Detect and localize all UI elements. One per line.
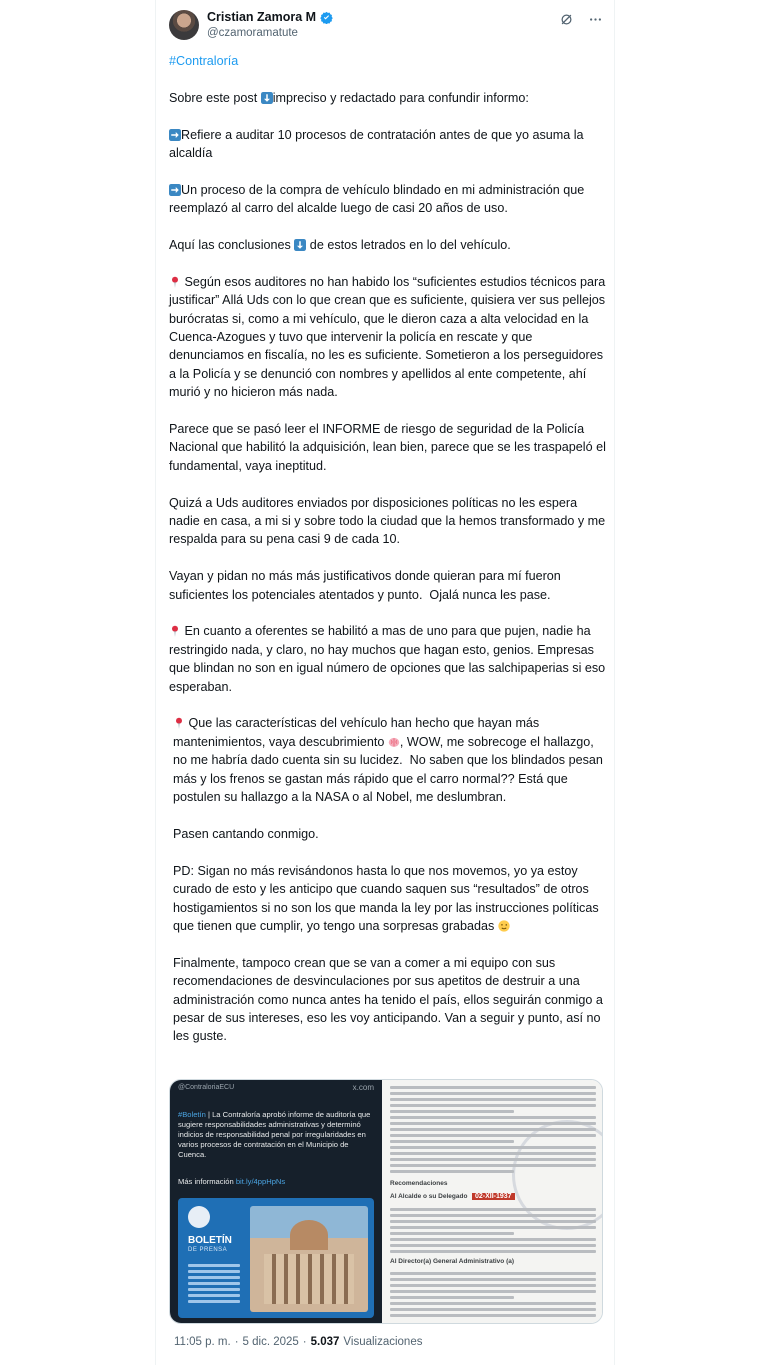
right-arrow-icon [169, 128, 181, 142]
document-text-line [390, 1208, 596, 1211]
document-text-line [390, 1116, 596, 1119]
building-photo [250, 1206, 368, 1312]
tweet-paragraph [169, 567, 609, 604]
paragraph-text: Parece que se pasó leer el INFORME de riesgo de seguridad de la Policía Nacional que habilitó la adquisición, lean bien, parece que se les traspapeló el fundamental, vaya ineptitud. [169, 422, 610, 473]
image-more-label: Más información [178, 1177, 236, 1186]
image-post-text [178, 1110, 374, 1160]
right-arrow-icon [169, 183, 181, 197]
document-text-line [390, 1296, 514, 1299]
document-text-line [390, 1238, 596, 1241]
paragraph-text: Sobre este post [169, 90, 261, 105]
image-more-link: bit.ly/4ppHpNs [235, 1177, 286, 1186]
tweet-paragraphs [169, 89, 609, 1046]
building-dome [290, 1220, 328, 1250]
tweet-time[interactable]: 11:05 p. m. [174, 1336, 231, 1348]
name-row [207, 10, 333, 24]
document-text-line [390, 1272, 596, 1275]
document-heading-mayor: Al Alcalde o su Delegado [390, 1193, 468, 1200]
paragraph-text: Refiere a auditar 10 procesos de contratación antes de que yo asuma la alcaldía [169, 127, 588, 160]
tweet-paragraph [169, 494, 609, 549]
press-card-title: BOLETÍN [188, 1235, 232, 1246]
document-text-line [390, 1232, 514, 1235]
document-text-line [390, 1170, 514, 1173]
tweet-header [169, 8, 603, 44]
user-handle[interactable]: @czamoramatute [207, 27, 298, 39]
document-heading-director: Al Director(a) General Administrativo (a) [390, 1258, 515, 1265]
paragraph-text: Aquí las conclusiones [169, 238, 295, 252]
display-name[interactable]: Cristian Zamora M [207, 10, 317, 24]
document-text-line [390, 1122, 596, 1125]
tweet-paragraph [169, 420, 609, 475]
document-text-line [390, 1214, 596, 1217]
document-text-line [390, 1284, 596, 1287]
document-text-line [390, 1152, 596, 1155]
tweet-paragraph [169, 236, 609, 254]
tweet-paragraph [169, 622, 609, 696]
grok-icon[interactable] [559, 12, 574, 27]
document-text-lines-top [390, 1086, 596, 1176]
document-text-lines-mid [390, 1208, 596, 1256]
tweet-paragraph [169, 273, 609, 402]
press-card [178, 1198, 374, 1318]
header-actions [559, 12, 603, 27]
tweet-frame [155, 0, 615, 1365]
views-count[interactable]: 5.037 [310, 1336, 340, 1348]
paragraph-text-continued: impreciso y redactado para confundir informo: [272, 90, 529, 105]
document-text-line [390, 1158, 596, 1161]
attached-image[interactable] [169, 1079, 603, 1324]
document-heading-recommendations: Recomendaciones [390, 1180, 448, 1187]
document-text-line [390, 1128, 596, 1131]
paragraph-text: Finalmente, tampoco crean que se van a comer a mi equipo con sus recomendaciones de desvinculaciones por sus apetitos de destruir a una administración como nunca antes ha tenido el país, ellos seguirán conmigo a pesar de sus intereses, eso les voy anticipando. Van a seguir y punto, así no les guste. [173, 955, 607, 1044]
document-text-line [390, 1146, 596, 1149]
brain-icon [388, 735, 400, 749]
verified-badge-icon [320, 11, 333, 24]
tweet-paragraph [169, 954, 609, 1046]
pin-icon [169, 624, 181, 638]
document-text-line [390, 1244, 596, 1247]
document-text-line [390, 1086, 596, 1089]
document-text-line [390, 1134, 596, 1137]
document-text-line [390, 1278, 596, 1281]
paragraph-text: Vayan y pidan no más más justificativos donde quieran para mí fueron suficientes los potenciales atentados y punto. Ojalá nunca les pase. [169, 569, 565, 602]
tweet-paragraph [169, 126, 609, 163]
image-source-domain: x.com [352, 1083, 374, 1092]
document-text-line [390, 1308, 596, 1311]
avatar[interactable] [169, 10, 199, 40]
press-card-subtitle: DE PRENSA [188, 1247, 228, 1253]
document-text-line [390, 1110, 514, 1113]
document-text-line [390, 1290, 596, 1293]
wink-icon [498, 919, 510, 933]
more-options-icon[interactable] [588, 12, 603, 27]
tweet-paragraph [169, 89, 609, 107]
meta-separator: · [302, 1336, 307, 1348]
paragraph-text-continued: de estos letrados en lo del vehículo. [306, 238, 511, 252]
image-right-document [382, 1080, 602, 1323]
paragraph-text: En cuanto a oferentes se habilitó a mas de uno para que pujen, nadie ha restringido nada, y claro, no hay muchos que hagan esto, genios. Empresas que blindan no son en igual número de opciones que las salchipaperias si eso esperaban. [169, 624, 609, 694]
down-arrow-icon [294, 238, 306, 252]
paragraph-text: Que las características del vehículo han hecho que hayan más mantenimientos, vaya descubrimiento [173, 716, 543, 749]
pin-icon [169, 275, 181, 289]
building-columns [264, 1254, 354, 1304]
image-source-handle: @ContraloriaECU [178, 1084, 235, 1091]
down-arrow-icon [261, 91, 273, 105]
hashtag-link[interactable]: #Contraloría [169, 54, 239, 68]
document-text-line [390, 1104, 596, 1107]
views-label[interactable]: Visualizaciones [343, 1336, 423, 1348]
document-text-line [390, 1092, 596, 1095]
press-card-text-lines [188, 1264, 240, 1306]
document-text-line [390, 1164, 596, 1167]
document-text-line [390, 1220, 596, 1223]
image-tag: #Boletín [178, 1110, 206, 1119]
hashtag-line [169, 52, 609, 70]
paragraph-text: PD: Sigan no más revisándonos hasta lo que nos movemos, yo ya estoy curado de esto y les anticipo que cuando saquen sus “resultados” de otros hostigamientos si no son los que manda la ley por las instrucciones políticas que tienen que cumplir, yo tengo una sorpresas grabadas [173, 863, 603, 933]
image-more-info [178, 1177, 285, 1186]
tweet-paragraph [169, 714, 609, 806]
image-body: | La Contraloría aprobó informe de auditoría que sugiere responsabilidades administrativas y determinó indicios de responsabilidad penal por irregularidades en varios procesos de contratación en el Municipio de Cuenca. [178, 1110, 371, 1159]
paragraph-text: Pasen cantando conmigo. [173, 826, 319, 841]
tweet-text [169, 52, 609, 1064]
document-text-line [390, 1140, 514, 1143]
paragraph-text: Quizá a Uds auditores enviados por disposiciones políticas no les espera nadie en casa, a mi si y sobre todo la ciudad que la hemos transformado y me respalda para su pena casi 9 de cada 10. [169, 495, 609, 547]
contraloria-logo-icon [188, 1206, 210, 1228]
document-text-line [390, 1098, 596, 1101]
document-text-line [390, 1226, 596, 1229]
document-date-stamp: 02-XII-1937 [472, 1193, 515, 1200]
meta-separator: · [234, 1336, 239, 1348]
tweet-paragraph [169, 862, 609, 936]
paragraph-text: Un proceso de la compra de vehículo blindado en mi administración que reemplazó al carro del alcalde luego de casi 20 años de uso. [169, 182, 588, 216]
paragraph-text-continued: , WOW, me sobrecoge el hallazgo, no me habría dado cuenta sin su lucidez. No saben que los blindados pesan más y los frenos se gastan más rápido que el carro normal?? Está que postulen su hallazgo a la NASA o al Nobel, me deslumbran. [173, 734, 607, 805]
tweet-paragraph [169, 825, 609, 843]
document-text-line [390, 1250, 596, 1253]
image-left-panel [170, 1080, 382, 1323]
document-text-line [390, 1314, 596, 1317]
paragraph-text: Según esos auditores no han habido los “suficientes estudios técnicos para justificar” Allá Uds con lo que crean que es suficiente, quisiera ver sus pellejos burócratas si, como a mi vehículo, que le dieron caza a alta velocidad en la Cuenca-Azogues y tuvo que intervenir la policía en rescate y que denunciamos en fiscalía, no les es suficiente. Sometieron a los perseguidores a la Policía y se denunció con nombres y apellidos al ente competente, ahí murió y no hicieron más nada. [169, 274, 609, 400]
tweet-paragraph [169, 181, 609, 218]
tweet-meta [174, 1336, 422, 1348]
document-text-line [390, 1302, 596, 1305]
pin-icon [173, 716, 185, 730]
document-text-lines-bottom [390, 1272, 596, 1320]
tweet-date[interactable]: 5 dic. 2025 [242, 1336, 299, 1348]
